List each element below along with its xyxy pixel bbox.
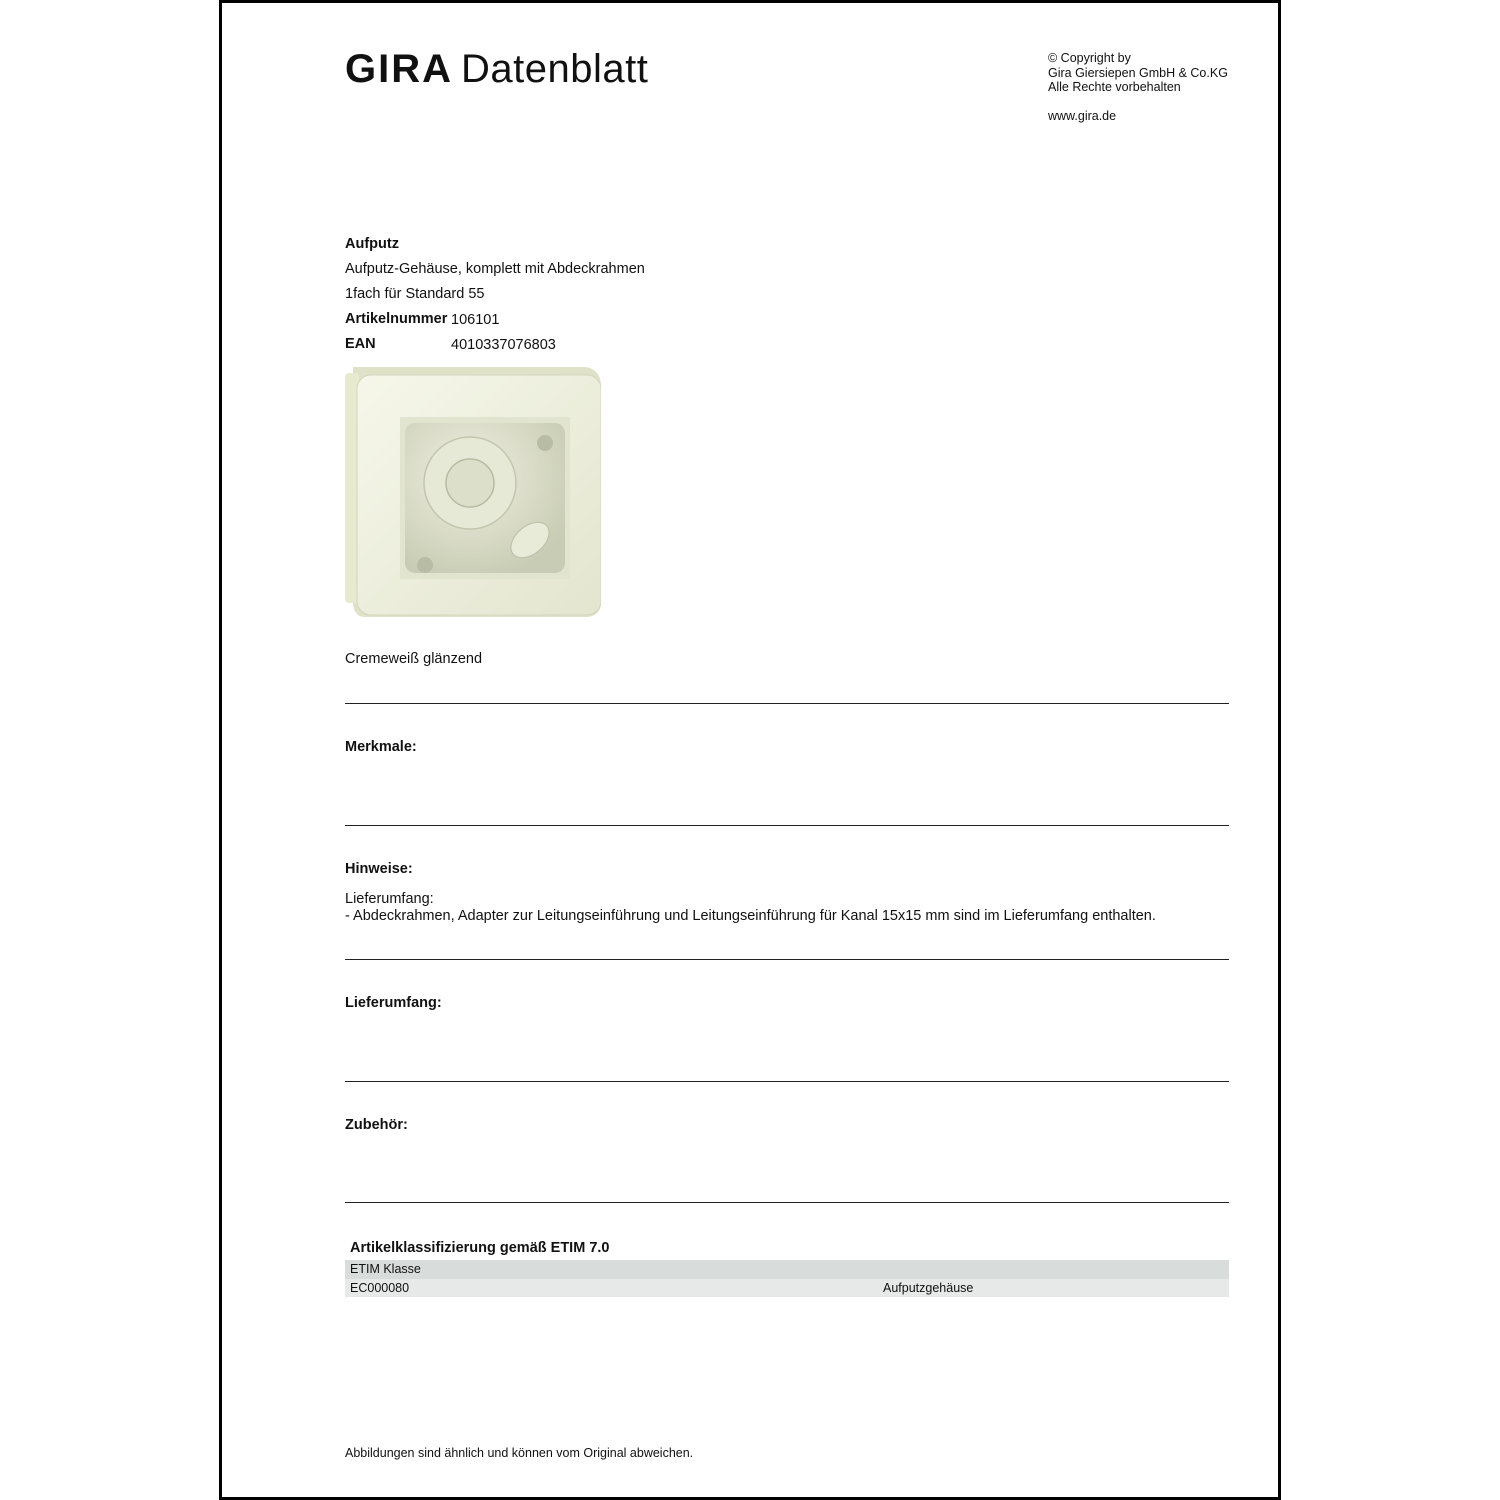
etim-class-name: Aufputzgehäuse bbox=[883, 1280, 974, 1295]
product-variant: 1fach für Standard 55 bbox=[345, 286, 485, 302]
hinweise-line: - Abdeckrahmen, Adapter zur Leitungseinführung und Leitungseinführung für Kanal 15x15 mm sind im Lieferumfang enthalten. bbox=[345, 908, 1156, 924]
copyright-line: © Copyright by bbox=[1048, 51, 1131, 65]
brand-name: GIRA bbox=[345, 47, 453, 91]
article-number-label: Artikelnummer bbox=[345, 311, 448, 327]
product-category: Aufputz bbox=[345, 236, 399, 252]
etim-heading: Artikelklassifizierung gemäß ETIM 7.0 bbox=[350, 1240, 610, 1256]
etim-header-row bbox=[345, 1260, 1229, 1279]
hinweise-heading: Hinweise: bbox=[345, 861, 413, 877]
ean-value: 4010337076803 bbox=[451, 337, 556, 353]
zubehoer-heading: Zubehör: bbox=[345, 1117, 408, 1133]
section-divider bbox=[345, 825, 1229, 826]
section-divider bbox=[345, 1081, 1229, 1082]
etim-table bbox=[345, 1260, 1229, 1297]
section-divider bbox=[345, 1202, 1229, 1203]
gira-logo bbox=[345, 45, 648, 93]
table-row bbox=[345, 1279, 1229, 1298]
etim-header-label: ETIM Klasse bbox=[350, 1262, 421, 1276]
website-link[interactable]: www.gira.de bbox=[1048, 108, 1117, 123]
section-divider bbox=[345, 703, 1229, 704]
section-divider bbox=[345, 959, 1229, 960]
hinweise-line: Lieferumfang: bbox=[345, 891, 434, 907]
ean-label: EAN bbox=[345, 336, 376, 352]
product-description: Aufputz-Gehäuse, komplett mit Abdeckrahmen bbox=[345, 261, 645, 277]
product-image bbox=[345, 365, 601, 618]
datasheet-page bbox=[219, 0, 1281, 1500]
copyright-line: Gira Giersiepen GmbH & Co.KG bbox=[1048, 65, 1228, 80]
footer-disclaimer: Abbildungen sind ähnlich und können vom Original abweichen. bbox=[345, 1446, 694, 1460]
merkmale-heading: Merkmale: bbox=[345, 739, 417, 755]
surface-box-illustration bbox=[345, 365, 601, 618]
lieferumfang-heading: Lieferumfang: bbox=[345, 995, 442, 1011]
copyright-line: Alle Rechte vorbehalten bbox=[1048, 80, 1181, 94]
product-color: Cremeweiß glänzend bbox=[345, 651, 483, 667]
document-type: Datenblatt bbox=[461, 47, 649, 91]
etim-class-code: EC000080 bbox=[350, 1280, 410, 1295]
article-number-value: 106101 bbox=[451, 312, 500, 328]
copyright-block bbox=[1048, 51, 1228, 123]
